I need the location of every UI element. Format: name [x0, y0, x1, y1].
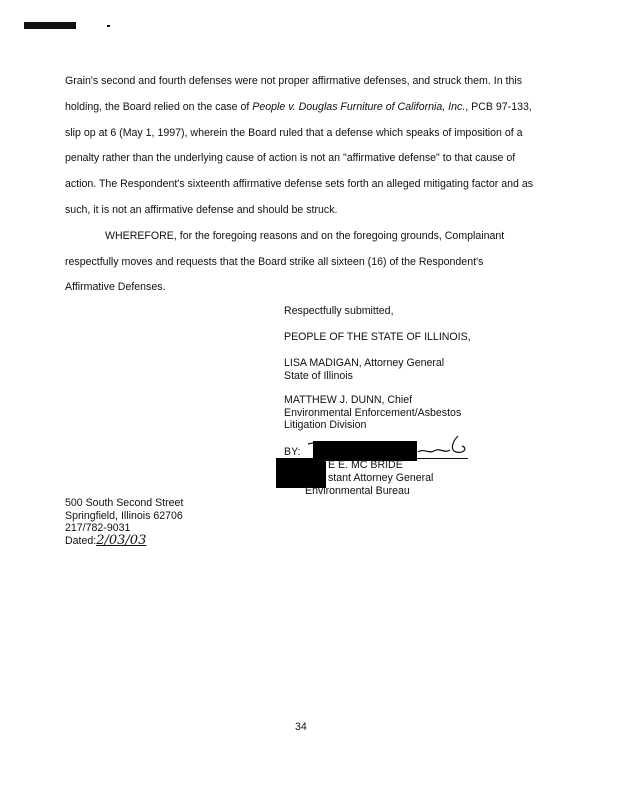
redaction-box: [276, 458, 326, 488]
party-name: PEOPLE OF THE STATE OF ILLINOIS,: [284, 331, 471, 343]
chief-block: MATTHEW J. DUNN, Chief Environmental Enforcement/Asbestos Litigation Division: [284, 394, 462, 431]
dated-line: Dated:2/03/03: [65, 532, 147, 548]
street-address: 500 South Second Street: [65, 497, 184, 509]
body-text: [65, 69, 535, 301]
signer-title: stant Attorney General: [328, 472, 434, 484]
handwritten-date: 2/03/03: [96, 532, 147, 548]
phone-number: 217/782-9031: [65, 522, 131, 534]
scan-mark: [24, 22, 76, 29]
paragraph-wherefore: WHEREFORE, for the foregoing reasons and on the foregoing grounds, Complainant respectfully moves and requests that the Board strike all sixteen (16) of the Respondent's Affirmative Defenses.: [65, 229, 505, 294]
scan-speck: [107, 25, 110, 27]
case-citation: People v. Douglas Furniture of California, Inc.: [252, 100, 466, 113]
city-address: Springfield, Illinois 62706: [65, 509, 183, 522]
by-label: BY:: [284, 446, 301, 458]
address-block: [65, 497, 183, 547]
paragraph-continuation: Grain's second and fourth defenses were not proper affirmative defenses, and struck them. In this holding, the Board relied on the case of People v. Douglas Furniture of California, Inc., PCB 97-133, slip op at 6 (May 1, 1997), wherein the Board ruled that a defense which speaks of imposition of a penalty rather than the underlying cause of action is not an "affirmative defense" to that cause of action. The Respondent's sixteenth affirmative defense sets forth an alleged mitigating factor and as such, it is not an affirmative defense and should be struck.: [65, 75, 534, 216]
attorney-general-block: LISA MADIGAN, Attorney General State of Illinois: [284, 357, 445, 382]
closing: Respectfully submitted,: [284, 305, 394, 317]
signer-name: E E. MC BRIDE: [328, 459, 403, 471]
signer-bureau: Environmental Bureau: [305, 485, 410, 497]
page-number: 34: [295, 721, 307, 733]
redaction-box: [313, 441, 417, 461]
